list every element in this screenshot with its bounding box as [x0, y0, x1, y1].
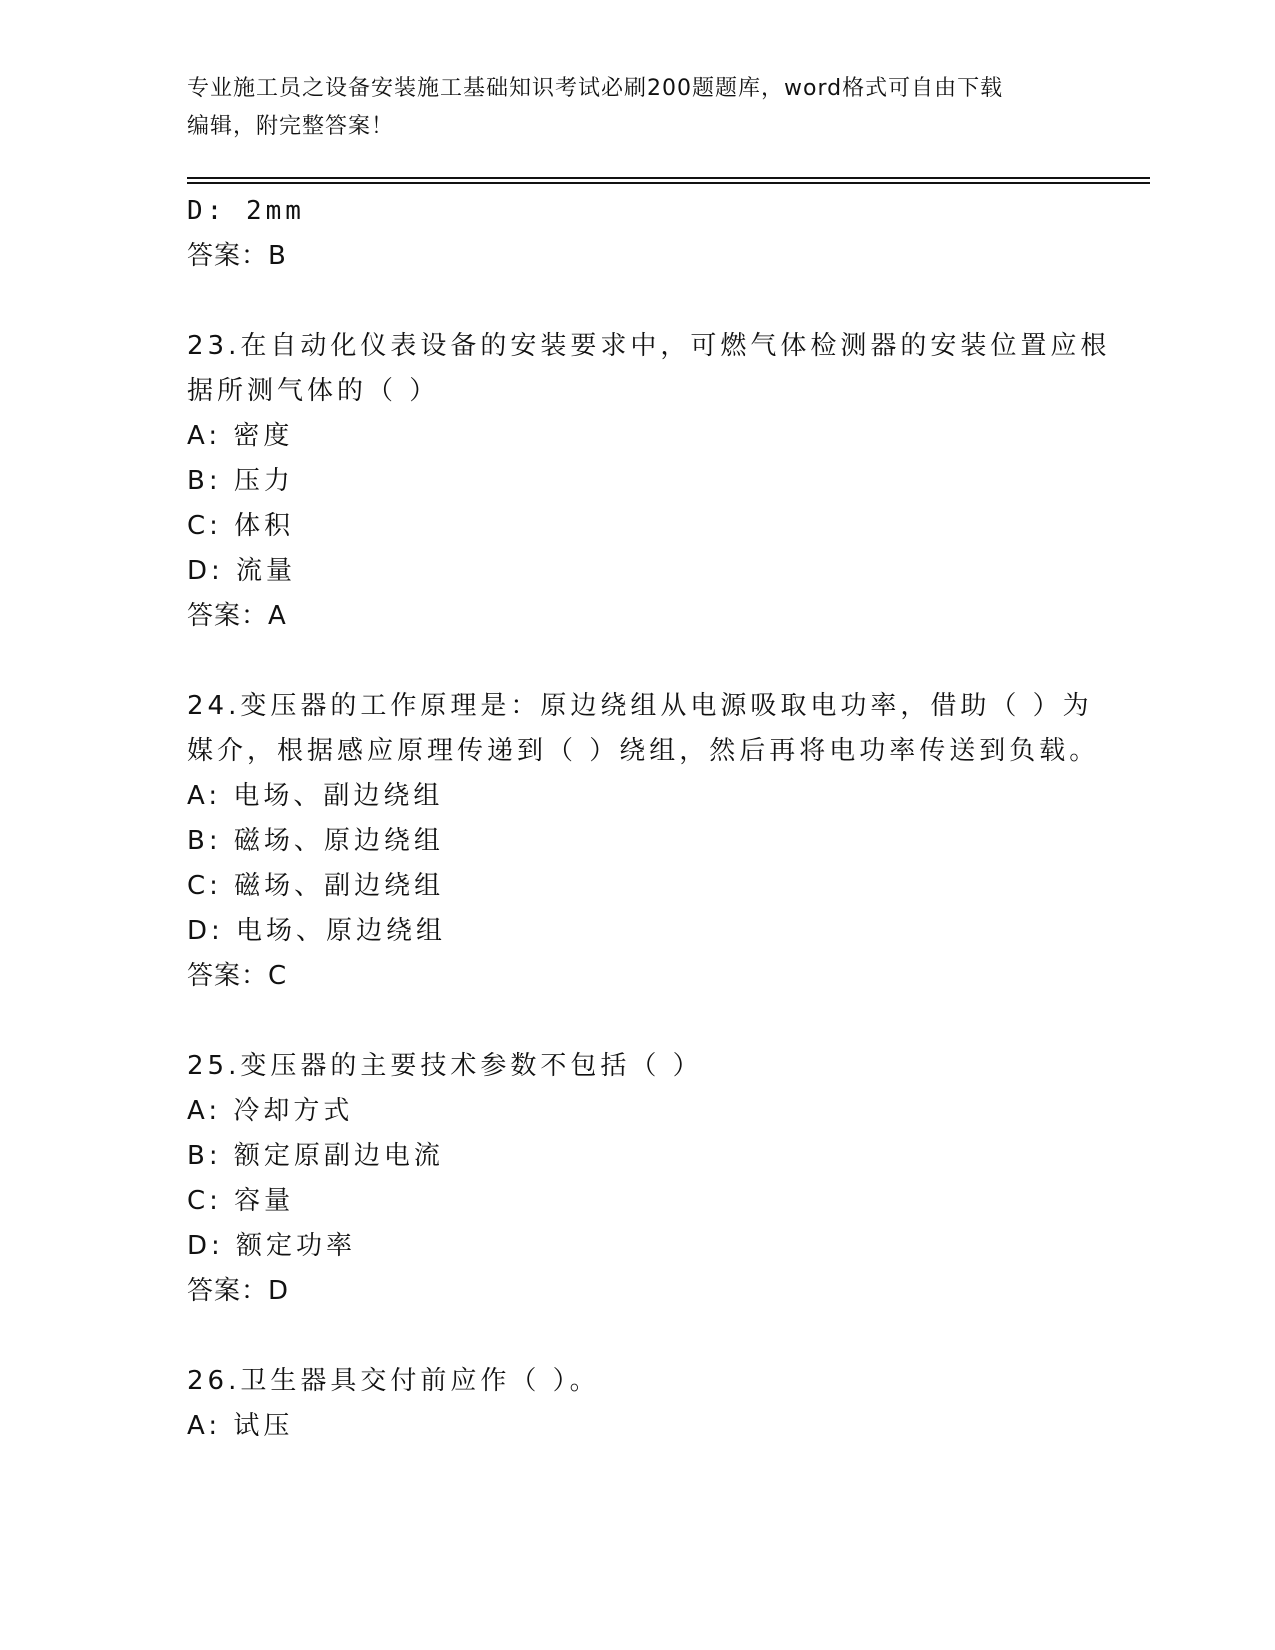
option-b: B: 额定原副边电流 — [187, 1141, 444, 1171]
question-24 — [187, 684, 1100, 999]
answer: 答案：C — [187, 961, 288, 991]
option-c: C: 容量 — [187, 1186, 295, 1216]
header-rule-top — [187, 177, 1150, 179]
question-stem: 据所测气体的（ ） — [187, 376, 440, 406]
option-d: D: 2mm — [187, 196, 305, 226]
header-rule-bottom — [187, 182, 1150, 184]
option-b: B: 压力 — [187, 466, 294, 496]
question-list — [187, 189, 1111, 1449]
question-26 — [187, 1359, 1087, 1449]
option-d: D: 电场、原边绕组 — [187, 916, 447, 946]
question-23 — [187, 324, 1111, 639]
question-stem: 23.在自动化仪表设备的安装要求中，可燃气体检测器的安装位置应根 — [187, 331, 1111, 361]
header-line-1: 专业施工员之设备安装施工基础知识考试必刷200题题库，word格式可自由下载 — [187, 76, 1004, 101]
header-line-2: 编辑，附完整答案！ — [187, 114, 395, 139]
option-a: A: 电场、副边绕组 — [187, 781, 444, 811]
option-c: C: 体积 — [187, 511, 295, 541]
question-stem: 26.卫生器具交付前应作（ ）。 — [187, 1366, 600, 1396]
answer: 答案：A — [187, 601, 287, 631]
option-a: A: 试压 — [187, 1411, 294, 1441]
option-b: B: 磁场、原边绕组 — [187, 826, 444, 856]
answer: 答案：D — [187, 1276, 290, 1306]
option-d: D: 流量 — [187, 556, 297, 586]
answer: 答案：B — [187, 241, 287, 271]
document-header — [187, 70, 1087, 146]
question-25 — [187, 1044, 1087, 1314]
question-stem: 25.变压器的主要技术参数不包括（ ） — [187, 1051, 703, 1081]
option-d: D: 额定功率 — [187, 1231, 357, 1261]
question-stem: 24.变压器的工作原理是：原边绕组从电源吸取电功率，借助（ ）为 — [187, 691, 1093, 721]
question-stem: 媒介，根据感应原理传递到（ ）绕组，然后再将电功率传送到负载。 — [187, 736, 1100, 766]
option-a: A: 冷却方式 — [187, 1096, 354, 1126]
option-a: A: 密度 — [187, 421, 294, 451]
option-c: C: 磁场、副边绕组 — [187, 871, 445, 901]
